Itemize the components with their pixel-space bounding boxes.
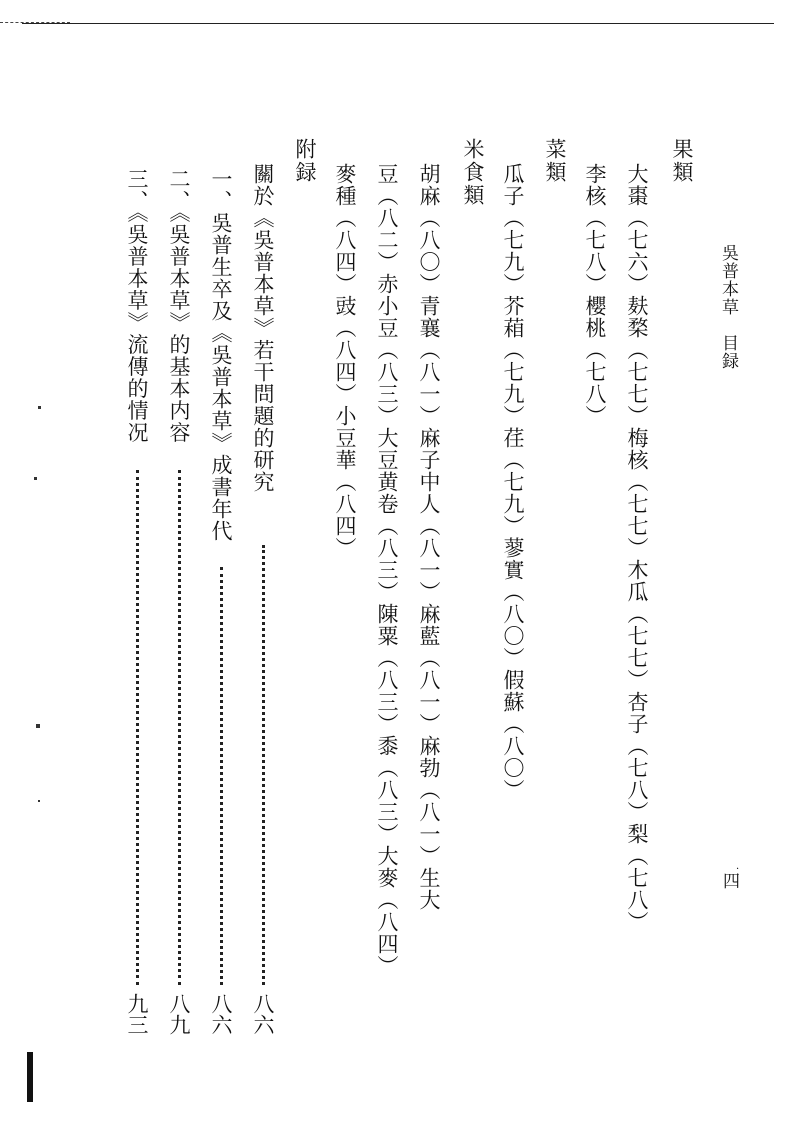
- appendix-entry-1-page: 八六: [251, 993, 275, 1035]
- page-number: 四: [719, 872, 739, 889]
- toc-line-vegetable-1: 瓜子（七九）芥葙（七九）荏（七九）蓼實（八〇）假蘇（八〇）: [501, 163, 525, 801]
- toc-line-grain-1: 胡麻（八〇）青襄（八一）麻子中人（八一）麻藍（八一）麻勃（八一）生大: [417, 163, 441, 911]
- appendix-entry-3-title: 二、《吳普本草》的基本内容: [167, 168, 191, 444]
- running-head: [716, 244, 741, 370]
- appendix-entry-2-leader: [220, 567, 223, 985]
- appendix-entry-2-page: 八六: [209, 993, 233, 1035]
- running-head-book: 吳普本草: [718, 244, 738, 316]
- toc-line-grain-3: 麥種（八四）豉（八四）小豆華（八四）: [333, 163, 357, 559]
- appendix-entry-4-title: 三、《吳普本草》流傳的情况: [125, 168, 149, 444]
- appendix-entry-4-page: 九三: [125, 993, 149, 1035]
- appendix-entry-2-title: 一、吳普生卒及《吳普本草》成書年代: [209, 168, 233, 542]
- scan-edge-mark: [27, 1052, 33, 1102]
- appendix-entry-1-title: 關於《吳普本草》若干問題的研究: [251, 163, 275, 493]
- category-heading-fruit: 果類: [670, 138, 694, 184]
- category-heading-grain: 米食類: [461, 138, 485, 207]
- appendix-heading: 附録: [293, 138, 317, 184]
- appendix-entry-3-leader: [178, 470, 181, 985]
- toc-line-grain-2: 豆（八二）赤小豆（八三）大豆黄卷（八三）陳粟（八三）黍（八三）大麥（八四）: [375, 163, 399, 977]
- toc-line-fruit-1: 大棗（七六）麸楘（七七）梅核（七七）木瓜（七七）杏子（七八）梨（七八）: [625, 163, 649, 933]
- toc-line-fruit-2: 李核（七八）櫻桃（七八）: [583, 163, 607, 427]
- top-rule: [22, 23, 774, 24]
- appendix-entry-1-leader: [262, 545, 265, 985]
- appendix-entry-4-leader: [136, 470, 139, 985]
- running-head-section: 目録: [718, 334, 738, 370]
- page-number-mark: ·: [736, 864, 740, 875]
- appendix-entry-3-page: 八九: [167, 993, 191, 1035]
- category-heading-vegetable: 菜類: [543, 138, 567, 184]
